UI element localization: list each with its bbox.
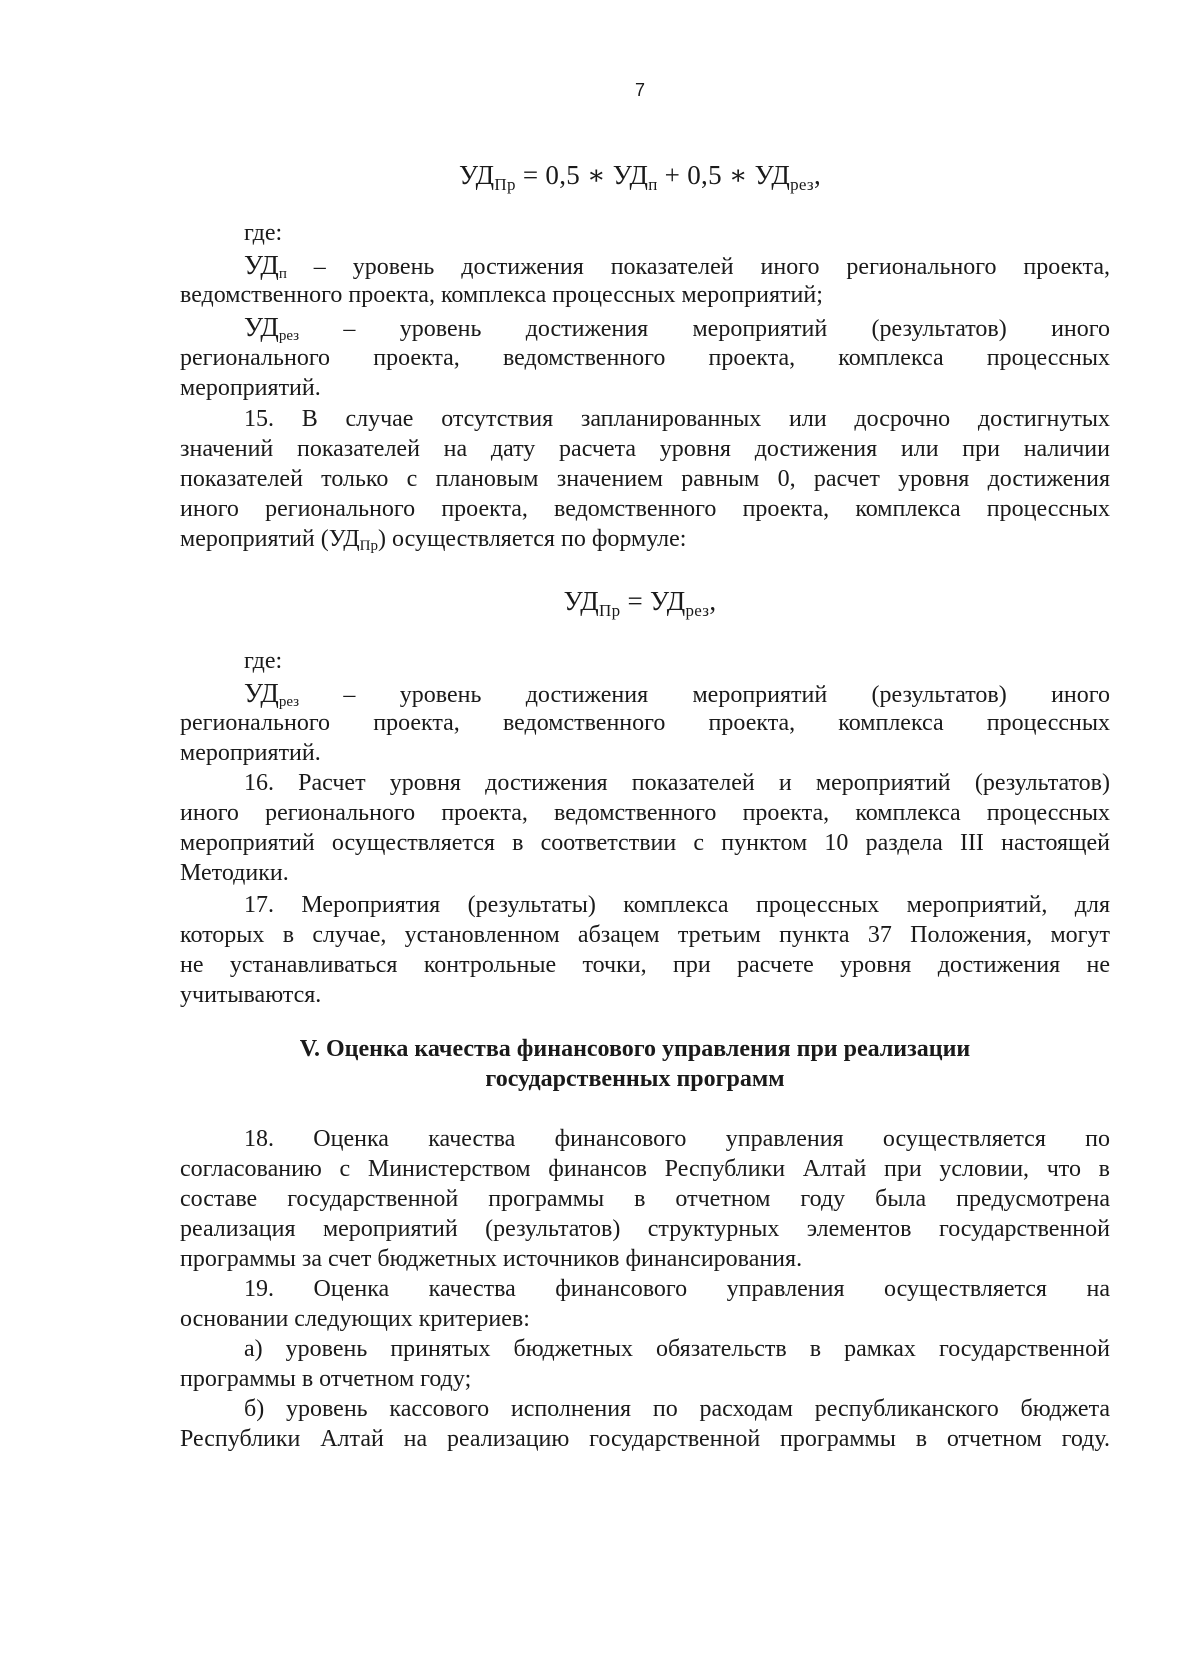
criterion-a-line1: а) уровень принятых бюджетных обязательств в рамках государственной — [244, 1336, 1110, 1362]
paragraph-18-line2: согласованию с Министерством финансов Республики Алтай при условии, что в — [180, 1156, 1110, 1182]
paragraph-16-line4: Методики. — [180, 860, 289, 886]
formula-term-2: + 0,5 ∗ УД — [657, 160, 791, 190]
definition-ud-p-text: – уровень достижения показателей иного регионального проекта, — [286, 254, 1110, 280]
formula2-term-subscript: рез — [685, 601, 710, 620]
criterion-a-line2: программы в отчетном году; — [180, 1366, 472, 1392]
definition-ud-rez-text: – уровень достижения мероприятий (результатов) иного — [299, 316, 1110, 342]
paragraph-18-line1: 18. Оценка качества финансового управления осуществляется по — [244, 1126, 1110, 1152]
page-number: 7 — [634, 80, 645, 100]
paragraph-16-line3: мероприятий осуществляется в соответствии с пунктом 10 раздела III настоящей — [180, 830, 1110, 856]
formula-lhs-subscript: Пр — [494, 175, 516, 194]
paragraph-17-line4: учитываются. — [180, 982, 322, 1008]
paragraph-17-line2: которых в случае, установленном абзацем третьим пункта 37 Положения, могут — [180, 922, 1110, 948]
symbol-ud-rez-2: УД — [244, 678, 279, 708]
definition-ud-rez-2-text: – уровень достижения мероприятий (результатов) иного — [299, 682, 1110, 708]
formula-term-1-subscript: п — [648, 175, 658, 194]
paragraph-15-line1: 15. В случае отсутствия запланированных или досрочно достигнутых — [244, 406, 1110, 432]
paragraph-15-line5-subscript: Пр — [359, 538, 379, 554]
paragraph-15-line4: иного регионального проекта, ведомственного проекта, комплекса процессных — [180, 496, 1110, 522]
formula-lhs: УД — [458, 160, 495, 190]
paragraph-18-line3: составе государственной программы в отчетном году была предусмотрена — [180, 1186, 1110, 1212]
section-heading-line2: государственных программ — [485, 1066, 785, 1092]
paragraph-17-line1: 17. Мероприятия (результаты) комплекса процессных мероприятий, для — [244, 892, 1110, 918]
paragraph-18-line4: реализация мероприятий (результатов) структурных элементов государственной — [180, 1216, 1110, 1242]
criterion-b-line2: Республики Алтай на реализацию государственной программы в отчетном году. — [180, 1426, 1110, 1452]
paragraph-16-line2: иного регионального проекта, ведомственного проекта, комплекса процессных — [180, 800, 1110, 826]
formula2-end: , — [709, 586, 717, 616]
definition-ud-rez-2-line2: регионального проекта, ведомственного проекта, комплекса процессных — [180, 710, 1110, 736]
formula-term-1: = 0,5 ∗ УД — [515, 160, 649, 190]
definition-ud-rez-line2: регионального проекта, ведомственного проекта, комплекса процессных — [180, 345, 1110, 371]
formula2-lhs-subscript: Пр — [599, 601, 621, 620]
definition-ud-p-line2: ведомственного проекта, комплекса процессных мероприятий; — [180, 282, 823, 308]
symbol-ud-p: УД — [244, 250, 279, 280]
section-heading-line1: V. Оценка качества финансового управления при реализации — [299, 1036, 971, 1062]
paragraph-15-line5-start: мероприятий (УД — [180, 526, 360, 552]
where-label: где: — [244, 220, 283, 246]
symbol-ud-p-subscript: п — [278, 266, 287, 282]
formula-ud-pr-combined — [0, 160, 1200, 195]
paragraph-15-line3: показателей только с плановым значением равным 0, расчет уровня достижения — [180, 466, 1110, 492]
paragraph-16-line1: 16. Расчет уровня достижения показателей и мероприятий (результатов) — [244, 770, 1110, 796]
formula2-lhs: УД — [563, 586, 600, 616]
formula-term-2-subscript: рез — [790, 175, 814, 194]
symbol-ud-rez-2-subscript: рез — [278, 694, 300, 710]
paragraph-15-line2: значений показателей на дату расчета уровня достижения или при наличии — [180, 436, 1110, 462]
definition-ud-rez-2-line3: мероприятий. — [180, 740, 321, 766]
paragraph-19-line1: 19. Оценка качества финансового управления осуществляется на — [244, 1276, 1110, 1302]
formula-end: , — [813, 160, 821, 190]
definition-ud-rez-line3: мероприятий. — [180, 375, 321, 401]
symbol-ud-rez-subscript: рез — [278, 328, 300, 344]
formula2-term: = УД — [620, 586, 686, 616]
paragraph-15-line5-end: ) осуществляется по формуле: — [378, 526, 687, 552]
criterion-b-line1: б) уровень кассового исполнения по расходам республиканского бюджета — [244, 1396, 1110, 1422]
paragraph-19-line2: основании следующих критериев: — [180, 1306, 530, 1332]
paragraph-17-line3: не устанавливаться контрольные точки, при расчете уровня достижения не — [180, 952, 1110, 978]
paragraph-18-line5: программы за счет бюджетных источников финансирования. — [180, 1246, 803, 1272]
where-label-2: где: — [244, 648, 283, 674]
paragraph-15-line5 — [180, 524, 686, 561]
symbol-ud-rez: УД — [244, 312, 279, 342]
formula-ud-pr-results — [0, 586, 1200, 621]
